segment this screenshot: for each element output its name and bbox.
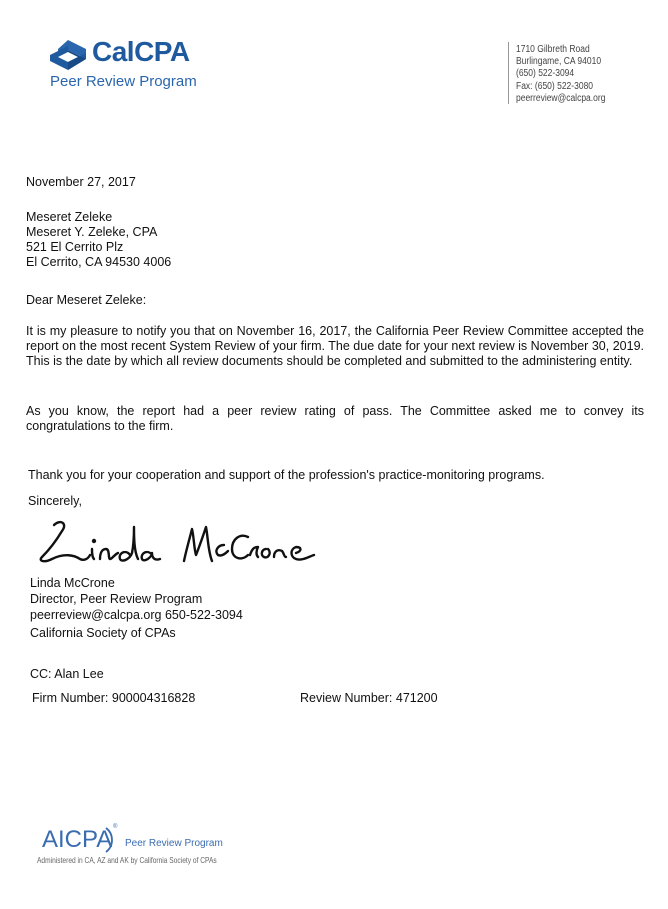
address-fax: Fax: (650) 522-3080 bbox=[516, 80, 594, 92]
recipient-block bbox=[26, 210, 171, 270]
address-divider bbox=[508, 42, 509, 104]
aicpa-program: Peer Review Program bbox=[125, 838, 223, 849]
letterhead-address bbox=[516, 44, 605, 105]
aicpa-administered-note: Administered in CA, AZ and AK by California Society of CPAs bbox=[37, 855, 217, 865]
address-phone: (650) 522-3094 bbox=[516, 68, 575, 80]
paragraph-notification: It is my pleasure to notify you that on November 16, 2017, the California Peer Review Committee accepted the report on the most recent System Review of your firm. The due date for your next review is November 30, 2019. This is the date by which all review documents should be completed and submitted to the administering entity. bbox=[26, 324, 644, 369]
registered-mark: ® bbox=[113, 824, 118, 830]
signer-title: Director, Peer Review Program bbox=[30, 592, 203, 606]
address-email[interactable]: peerreview@calcpa.org bbox=[516, 92, 606, 104]
letter-date: November 27, 2017 bbox=[26, 175, 136, 189]
address-street: 1710 Gilbreth Road bbox=[516, 44, 590, 55]
signature-image bbox=[34, 515, 334, 570]
firm-number: Firm Number: 900004316828 bbox=[32, 691, 196, 705]
recipient-city: El Cerrito, CA 94530 4006 bbox=[26, 255, 172, 269]
signer-block bbox=[30, 575, 243, 623]
salutation: Dear Meseret Zeleke: bbox=[26, 293, 147, 307]
thanks-line: Thank you for your cooperation and support of the profession's practice-monitoring programs. bbox=[28, 468, 545, 482]
aicpa-logo-swoosh-icon bbox=[104, 826, 114, 854]
aicpa-logo: AICPA bbox=[42, 826, 113, 853]
signer-organization: California Society of CPAs bbox=[30, 626, 176, 640]
paragraph-rating: As you know, the report had a peer review rating of pass. The Committee asked me to convey its congratulations to the firm. bbox=[26, 404, 644, 434]
recipient-name: Meseret Zeleke bbox=[26, 210, 113, 224]
signer-name: Linda McCrone bbox=[30, 576, 115, 590]
brand-program: Peer Review Program bbox=[50, 73, 197, 90]
signer-contact: peerreview@calcpa.org 650-522-3094 bbox=[30, 608, 243, 622]
brand-name: CalCPA bbox=[92, 36, 190, 67]
calcpa-logo-icon bbox=[50, 40, 86, 70]
cc-line: CC: Alan Lee bbox=[30, 667, 104, 681]
recipient-street: 521 El Cerrito Plz bbox=[26, 240, 124, 254]
review-number: Review Number: 471200 bbox=[300, 691, 438, 705]
address-city: Burlingame, CA 94010 bbox=[516, 56, 602, 68]
recipient-firm: Meseret Y. Zeleke, CPA bbox=[26, 225, 158, 239]
closing: Sincerely, bbox=[28, 494, 82, 508]
